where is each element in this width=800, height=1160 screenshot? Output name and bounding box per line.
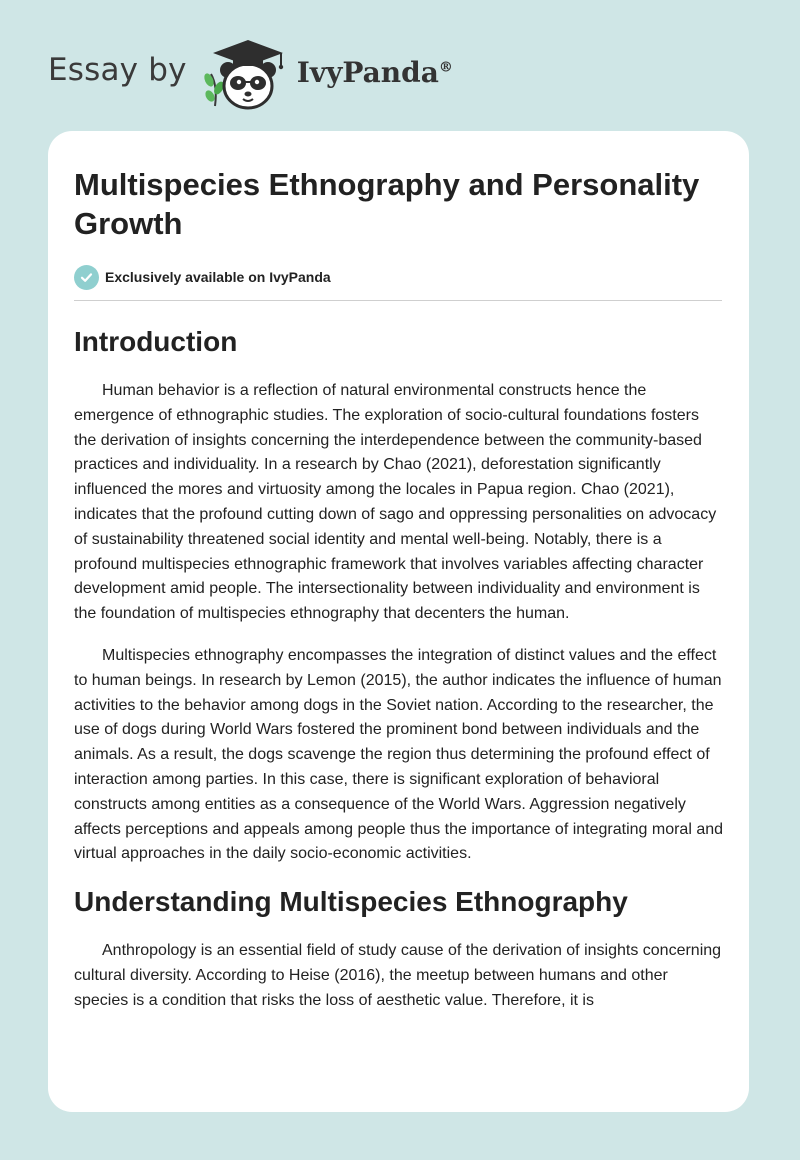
brand-name[interactable] bbox=[297, 56, 453, 89]
ivypanda-logo-icon[interactable] bbox=[201, 36, 293, 112]
exclusive-label: Exclusively available on IvyPanda bbox=[105, 269, 331, 285]
divider bbox=[74, 300, 722, 301]
check-icon bbox=[74, 265, 99, 290]
paragraph: Anthropology is an essential field of study cause of the derivation of insights concerning cultural diversity. According to Heise (2016), the meetup between humans and other species is a condition that risks the loss of aesthetic value. Therefore, it is bbox=[74, 942, 722, 1009]
essay-card bbox=[48, 131, 749, 1112]
paragraph: Human behavior is a reflection of natural environmental constructs hence the emergence of ethnographic studies. The exploration of socio-cultural foundations fosters the derivation of insights concerning the interdependence between the community-based practices and individuality. In a research by Chao (2021), deforestation significantly influenced the mores and virtuosity among the locales in Papua region. Chao (2021), indicates that the profound cutting down of sago and oppressing personalities on advocacy of sustainability threatened social identity and mental well-being. Notably, there is a profound multispecies ethnographic framework that involves variables affecting character development amid people. The intersectionality between individuality and environment is the foundation of multispecies ethnography that decenters the human. bbox=[74, 382, 717, 623]
registered-mark: ® bbox=[438, 59, 453, 76]
paragraph: Multispecies ethnography encompasses the integration of distinct values and the effect to human beings. In research by Lemon (2015), the author indicates the influence of human activities to the behavior among dogs in the Soviet nation. According to the researcher, the use of dogs during World Wars fostered the prominent bond between individuals and the animals. As a result, the dogs scavenge the region thus determining the profound effect of interaction among parties. In this case, there is significant exploration of behavioral constructs among entities as a consequence of the World Wars. Aggression negatively affects perceptions and appeals among people thus the importance of integrating moral and virtual approaches in the daily socio-economic activities. bbox=[74, 646, 724, 863]
section-heading-understanding: Understanding Multispecies Ethnography bbox=[74, 886, 628, 918]
essay-by-label: Essay by bbox=[48, 52, 187, 88]
section-heading-introduction: Introduction bbox=[74, 326, 238, 357]
exclusive-badge bbox=[74, 264, 724, 290]
essay-content bbox=[74, 165, 724, 1014]
essay-title: Multispecies Ethnography and Personality Growth bbox=[74, 167, 700, 241]
brand-text: IvyPanda bbox=[296, 55, 439, 89]
site-header bbox=[48, 36, 453, 112]
